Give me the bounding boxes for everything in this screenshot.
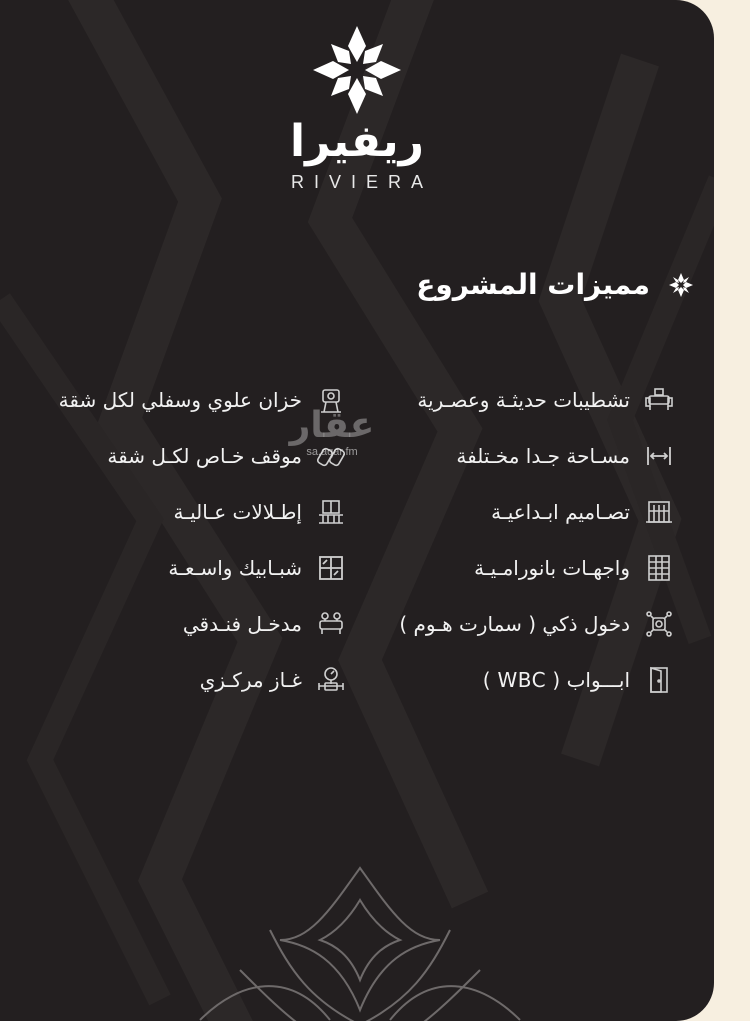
feature-row <box>0 492 714 532</box>
watermark <box>262 405 402 458</box>
feature-label: مدخـل فنـدقي <box>182 612 302 636</box>
feature-label: إطـلالات عـاليـة <box>173 500 302 524</box>
feature-item <box>183 604 346 644</box>
hotel-entrance-icon <box>316 609 346 639</box>
feature-label: دخول ذكي ( سمارت هـوم ) <box>399 612 630 636</box>
feature-item <box>168 548 346 588</box>
door-icon <box>644 665 674 695</box>
facade-icon <box>644 553 674 583</box>
sparkle-icon <box>668 272 694 298</box>
feature-item <box>174 492 346 532</box>
feature-label: موقف خـاص لكـل شقة <box>107 444 302 468</box>
feature-label: مسـاحة جـدا مخـتلفة <box>456 444 630 468</box>
smart-home-icon <box>644 609 674 639</box>
feature-label: تشطيبات حديثـة وعصـرية <box>417 388 630 412</box>
brand-name-english: RIVIERA <box>290 172 434 192</box>
feature-item <box>474 548 674 588</box>
feature-row <box>0 660 714 700</box>
bottom-ornament <box>180 860 540 1021</box>
feature-row <box>0 548 714 588</box>
section-header <box>416 268 694 301</box>
feature-label: تصـاميم ابـداعيـة <box>491 500 630 524</box>
logo <box>0 22 714 193</box>
feature-label: غـاز مركـزي <box>199 668 302 692</box>
brand-name-arabic: ريفيرا <box>290 116 424 167</box>
sofa-icon <box>644 385 674 415</box>
feature-label: واجهـات بانورامـيـة <box>474 556 630 580</box>
star-flower-icon <box>309 22 405 118</box>
feature-item <box>417 380 674 420</box>
watermark-text: عقار <box>289 405 375 446</box>
feature-item <box>483 660 674 700</box>
building-icon <box>644 497 674 527</box>
feature-label: خزان علوي وسفلي لكل شقة <box>58 388 302 412</box>
balcony-icon <box>316 497 346 527</box>
feature-item <box>200 660 346 700</box>
gas-meter-icon <box>316 665 346 695</box>
feature-row <box>0 604 714 644</box>
section-title: مميزات المشروع <box>416 268 650 301</box>
feature-item <box>399 604 674 644</box>
window-icon <box>316 553 346 583</box>
watermark-url: sa.aqar.fm <box>306 446 358 458</box>
feature-label: شبـابيك واسـعـة <box>168 556 302 580</box>
feature-label: ابـــواب ( WBC ) <box>482 668 630 692</box>
feature-item <box>491 492 674 532</box>
feature-item <box>456 436 674 476</box>
area-measure-icon <box>644 441 674 471</box>
